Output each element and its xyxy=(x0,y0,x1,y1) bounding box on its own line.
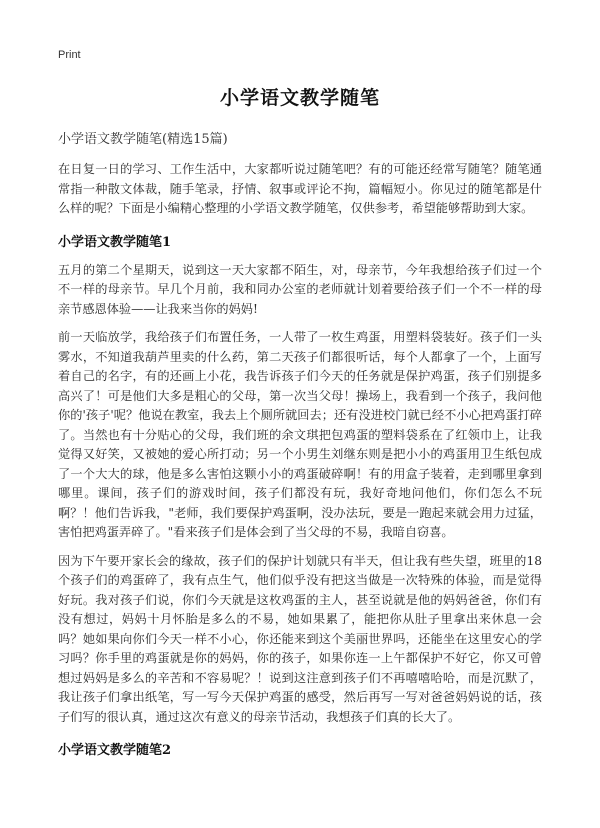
section-1-paragraph-2: 前一天临放学，我给孩子们布置任务，一人带了一枚生鸡蛋，用塑料袋装好。孩子们一头雾水，不知道我葫芦里卖的什么药，第二天孩子们都很听话，每个人都拿了一个，上面写着自己的名字，有的还画上小花，我告诉孩子们今天的任务就是保护鸡蛋，孩子们别提多高兴了！可是他们大多是粗心的父母，第一次当父母！操场上，我看到一个孩子，我问他你的'孩子'呢？他说在教室，我去上个厕所就回去；还有没进校门就已经不小心把鸡蛋打碎了。当然也有十分贴心的父母，我们班的余文琪把包鸡蛋的塑料袋系在了红领巾上，让我觉得又好笑，又被她的爱心所打动；另一个小男生刘继东则是把小小的鸡蛋用卫生纸包成了一个大大的球，他是多么害怕这颗小小的鸡蛋破碎啊！有的用盒子装着，走到哪里拿到哪里。课间，孩子们的游戏时间，孩子们都没有玩，我好奇地问他们，你们怎么不玩啊？！他们告诉我，"老师，我们要保护鸡蛋啊，没办法玩，要是一跑起来就会用力过猛，害怕把鸡蛋弄碎了。"看来孩子们是体会到了当父母的不易，我暗自窃喜。 xyxy=(58,330,542,539)
section-heading-1: 小学语文教学随笔1 xyxy=(58,234,172,250)
document-subtitle: 小学语文教学随笔(精选15篇) xyxy=(58,132,228,147)
page-title: 小学语文教学随笔 xyxy=(219,87,380,109)
print-label[interactable]: Print xyxy=(58,49,81,61)
section-1-paragraph-3: 因为下午要开家长会的缘故，孩子们的保护计划就只有半天，但让我有些失望，班里的18个孩子们的鸡蛋碎了，我有点生气，他们似乎没有把这当做是一次特殊的体验，而是觉得好玩。我对孩子们说，你们今天就是这枚鸡蛋的主人，甚至说就是他的妈妈爸爸，你们有没有想过，妈妈十月怀胎是多么的不易，她如果累了，能把你从肚子里拿出来休息一会吗？她如果向你们今天一样不小心，你还能来到这个美丽世界吗，还能坐在这里安心的学习吗？你手里的鸡蛋就是你的妈妈，你的孩子，如果你连一上午都保护不好它，你又可曾想过妈妈是多么的辛苦和不容易呢？！说到这注意到孩子们不再嘻嘻哈哈，而是沉默了，我让孩子们拿出纸笔，写一写今天保护鸡蛋的感受，然后再写一写对爸爸妈妈说的话，孩子们写的很认真，通过这次有意义的母亲节活动，我想孩子们真的长大了。 xyxy=(58,553,542,724)
section-heading-2: 小学语文教学随笔2 xyxy=(58,743,172,758)
section-1-paragraph-1: 五月的第二个星期天，说到这一天大家都不陌生，对，母亲节，今年我想给孩子们过一个不一样的母亲节。早几个月前，我和同办公室的老师就计划着要给孩子们一个不一样的母亲节感恩体验——让我来当你的妈妈! xyxy=(58,262,542,316)
intro-paragraph: 在日复一日的学习、工作生活中，大家都听说过随笔吧？有的可能还经常写随笔？随笔通常指一种散文体裁，随手笔录，抒情、叙事或评论不拘，篇幅短小。你见过的随笔都是什么样的呢？下面是小编精心整理的小学语文教学随笔，仅供参考，希望能够帮助到大家。 xyxy=(58,162,542,215)
